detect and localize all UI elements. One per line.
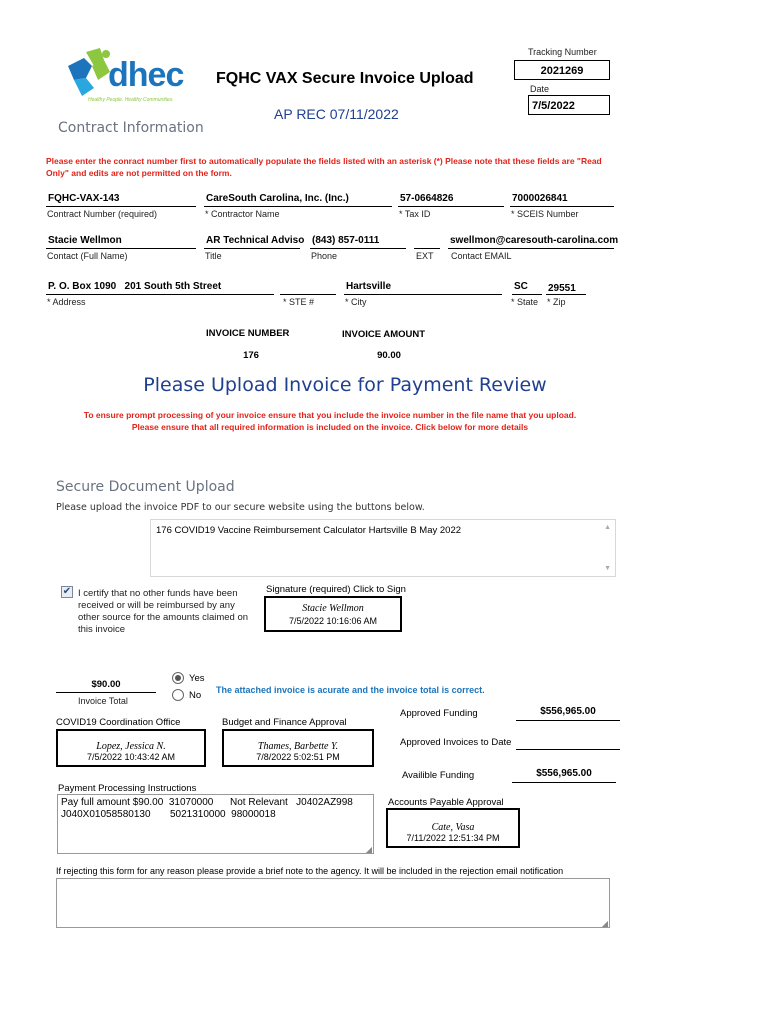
upload-notice-line1: To ensure prompt processing of your invoice ensure that you include the invoice number in the file name that you upload.	[83, 410, 577, 420]
contract-notice: Please enter the conract number first to automatically populate the fields listed with an asterisk (*) Please note that these fields are "Read Only" and edits are not permitted on the form.	[46, 156, 602, 178]
upload-notice-line2: Please ensure that all required information is included on the invoice. Click below for more details	[131, 422, 529, 432]
covid-signer-date: 7/5/2022 10:43:42 AM	[86, 752, 176, 762]
scroll-up-icon[interactable]: ▲	[604, 524, 611, 531]
signature-label: Signature (required) Click to Sign	[266, 584, 406, 595]
city-value: Hartsville	[346, 281, 392, 292]
state-label: * State	[511, 297, 539, 307]
covid-office-label: COVID19 Coordination Office	[56, 717, 181, 728]
yes-radio-dot	[175, 675, 181, 681]
total-statement: The attached invoice is acurate and the invoice total is correct.	[216, 685, 485, 695]
logo-tagline: Healthy People. Healthy Communities.	[88, 97, 174, 103]
covid-office-signature[interactable]	[56, 729, 206, 767]
date-label: Date	[530, 84, 550, 94]
scroll-down-icon[interactable]: ▼	[604, 565, 611, 572]
zip-value: 29551	[548, 283, 576, 294]
yes-label: Yes	[189, 673, 205, 684]
ste-label: * STE #	[283, 297, 315, 307]
available-funding-label: Availible Funding	[402, 770, 475, 781]
ext-label: EXT	[416, 251, 434, 261]
ap-approval-label: Accounts Payable Approval	[388, 797, 504, 808]
signature-name: Stacie Wellmon	[302, 603, 364, 614]
phone-label: Phone	[311, 251, 338, 261]
zip-label: * Zip	[547, 297, 566, 307]
rejection-label: If rejecting this form for any reason please provide a brief note to the agency. It will be included in the rejection email notification	[56, 866, 564, 876]
approved-funding-value: $556,965.00	[540, 706, 596, 717]
budget-signer-name: Thames, Barbette Y.	[257, 741, 339, 752]
city-label: * City	[345, 297, 367, 307]
contract-number-value[interactable]: FQHC-VAX-143	[48, 193, 120, 204]
tax-id-value: 57-0664826	[400, 193, 454, 204]
contact-label: Contact (Full Name)	[47, 251, 128, 261]
invoice-amount-value[interactable]: 90.00	[377, 350, 401, 361]
email-value[interactable]: swellmon@caresouth-carolina.com	[450, 235, 619, 246]
uploaded-file-name: 176 COVID19 Vaccine Reimbursement Calculator Hartsville B May 2022	[156, 525, 462, 536]
upload-heading: Please Upload Invoice for Payment Review	[143, 374, 547, 396]
invoice-number-value[interactable]: 176	[243, 350, 259, 361]
approved-invoices-label: Approved Invoices to Date	[400, 737, 512, 748]
page-subtitle: AP REC 07/11/2022	[274, 106, 399, 122]
tracking-number-field[interactable]	[514, 60, 610, 80]
contract-number-label: Contract Number (required)	[47, 209, 158, 219]
upload-instructions: Please upload the invoice PDF to our secure website using the buttons below.	[56, 502, 425, 513]
signature-date: 7/5/2022 10:16:06 AM	[288, 616, 378, 626]
email-label: Contact EMAIL	[451, 251, 512, 261]
invoice-total-label: Invoice Total	[78, 696, 128, 706]
payment-instructions-field[interactable]	[57, 794, 374, 854]
contact-value[interactable]: Stacie Wellmon	[48, 235, 122, 246]
contractor-name-value: CareSouth Carolina, Inc. (Inc.)	[206, 193, 349, 204]
address-value: P. O. Box 1090 201 South 5th Street	[48, 281, 222, 292]
sceis-label: * SCEIS Number	[511, 209, 579, 219]
sceis-value: 7000026841	[512, 193, 568, 204]
date-value: 7/5/2022	[532, 100, 575, 112]
approved-funding-label: Approved Funding	[400, 708, 478, 719]
no-radio[interactable]	[172, 689, 184, 701]
rejection-resize-icon[interactable]: ◢	[601, 919, 608, 928]
payment-line-2: J040X01058580130 5021310000 98000018	[61, 809, 276, 820]
signature-box[interactable]	[264, 596, 402, 632]
invoice-total-value[interactable]: $90.00	[91, 679, 121, 690]
ap-approval-signature[interactable]	[386, 808, 520, 848]
state-value: SC	[514, 281, 528, 292]
ap-signer-name: Cate, Vasa	[431, 822, 475, 833]
resize-handle-icon[interactable]: ◢	[365, 845, 372, 854]
ap-signer-date: 7/11/2022 12:51:34 PM	[406, 833, 500, 843]
logo-text: dhec	[108, 56, 184, 94]
certify-checkbox[interactable]: ✔	[62, 586, 72, 597]
invoice-number-label: INVOICE NUMBER	[206, 328, 290, 339]
contract-heading: Contract Information	[58, 120, 204, 136]
certify-text: I certify that no other funds have been received or will be reimbursed by any other source for the amounts claimed on this invoice	[78, 588, 249, 635]
phone-value[interactable]: (843) 857-0111	[312, 235, 380, 246]
tracking-number-value: 2021269	[540, 65, 584, 77]
title-value[interactable]: AR Technical Adviso	[206, 235, 305, 246]
payment-instructions-label: Payment Processing Instructions	[58, 783, 197, 794]
budget-approval-signature[interactable]	[222, 729, 374, 767]
title-label: Title	[205, 251, 222, 261]
available-funding-value: $556,965.00	[536, 768, 592, 779]
page-title: FQHC VAX Secure Invoice Upload	[216, 70, 474, 87]
budget-approval-label: Budget and Finance Approval	[222, 717, 347, 728]
invoice-amount-label: INVOICE AMOUNT	[342, 329, 426, 340]
secure-upload-heading: Secure Document Upload	[56, 479, 235, 495]
payment-line-1: Pay full amount $90.00 31070000 Not Relevant J0402AZ998	[61, 797, 353, 808]
budget-signer-date: 7/8/2022 5:02:51 PM	[256, 752, 340, 762]
covid-signer-name: Lopez, Jessica N.	[96, 741, 166, 752]
tax-id-label: * Tax ID	[399, 209, 431, 219]
no-label: No	[189, 690, 202, 701]
yes-radio[interactable]	[172, 672, 184, 684]
uploaded-file-field[interactable]	[150, 519, 616, 577]
address-label: * Address	[47, 297, 86, 307]
tracking-label: Tracking Number	[528, 47, 597, 57]
date-field[interactable]	[528, 95, 610, 115]
contractor-name-label: * Contractor Name	[205, 209, 280, 219]
rejection-note-field[interactable]	[56, 878, 610, 928]
